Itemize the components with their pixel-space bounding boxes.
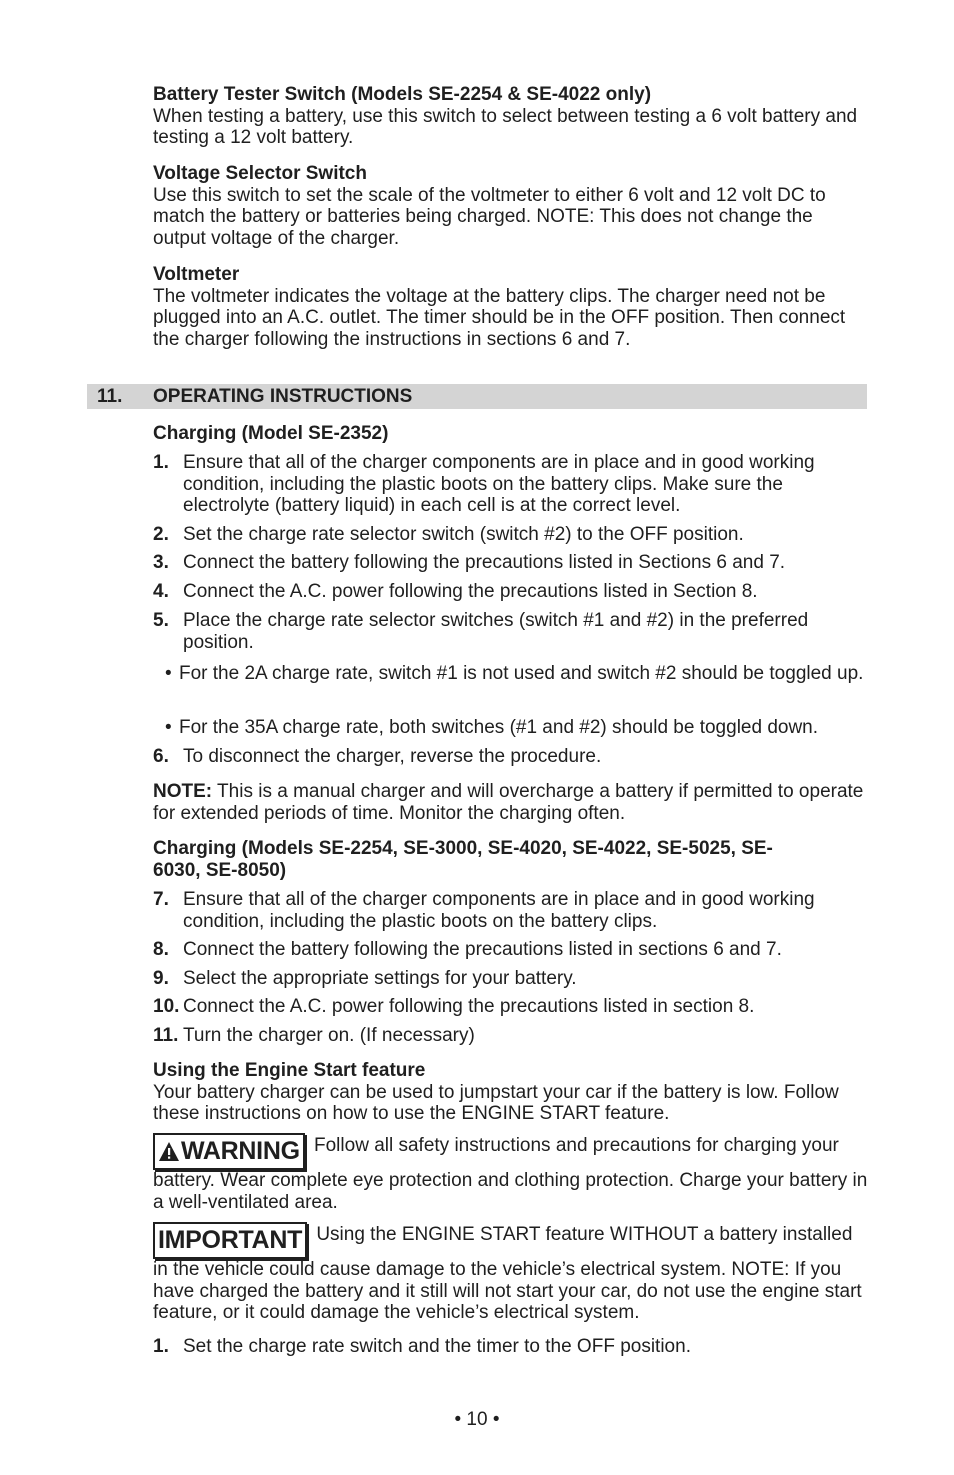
bullet-icon: •	[165, 717, 172, 738]
battery-tester-section	[153, 84, 868, 149]
list-item	[153, 524, 868, 546]
warning-label: WARNING	[181, 1137, 300, 1165]
list-item	[153, 889, 868, 932]
voltmeter-body: The voltmeter indicates the voltage at the battery clips. The charger need not be plugged into an A.C. outlet. The timer should be in the OFF position. Then connect the charger following the instructions in sections 6 and 7.	[153, 285, 846, 350]
charging-se2352-heading: Charging (Model SE-2352)	[153, 423, 389, 444]
step-text: Connect the battery following the precautions listed in sections 6 and 7.	[183, 939, 782, 960]
section-title: OPERATING INSTRUCTIONS	[153, 386, 413, 407]
bullet-icon: •	[165, 663, 172, 684]
voltage-selector-heading: Voltage Selector Switch	[153, 163, 367, 184]
voltage-selector-section	[153, 163, 868, 249]
important-label: IMPORTANT	[158, 1226, 303, 1254]
important-badge	[153, 1222, 307, 1259]
list-item	[153, 610, 868, 653]
important-notice	[153, 1222, 868, 1324]
list-item	[153, 1025, 868, 1047]
charging-multi-heading-wrap	[153, 838, 793, 881]
step-text: Connect the A.C. power following the precautions listed in section 8.	[183, 996, 755, 1017]
list-item	[153, 581, 868, 603]
warning-notice	[153, 1133, 868, 1213]
step-number: 6.	[153, 746, 169, 767]
list-item	[153, 552, 868, 574]
bullet-item	[165, 717, 870, 739]
battery-tester-heading: Battery Tester Switch (Models SE-2254 & SE-4022 only)	[153, 84, 652, 105]
important-text: Using the ENGINE START feature WITHOUT a battery installed in the vehicle could cause damage to the vehicle’s electrical system. NOTE: If you have charged the battery and it still will not start your car, do not use the engine start feature, or it could damage the vehicle’s electrical system.	[153, 1224, 862, 1323]
note-text: This is a manual charger and will overcharge a battery if permitted to operate for extended periods of time. Monitor the charging often.	[153, 781, 864, 824]
step-number: 1.	[153, 452, 169, 473]
page-number: • 10 •	[454, 1409, 500, 1430]
engine-start-body: Your battery charger can be used to jumpstart your car if the battery is low. Follow these instructions on how to use the ENGINE START feature.	[153, 1081, 839, 1124]
step-number: 2.	[153, 524, 169, 545]
charging-se2352-heading-wrap	[153, 423, 868, 445]
manual-charger-note	[153, 781, 868, 824]
step-text: Place the charge rate selector switches (switch #1 and #2) in the preferred position.	[183, 610, 809, 653]
section-number: 11.	[97, 386, 123, 407]
note-label: NOTE:	[153, 781, 213, 802]
battery-tester-body: When testing a battery, use this switch to select between testing a 6 volt battery and testing a 12 volt battery.	[153, 105, 858, 148]
step-number: 9.	[153, 968, 169, 989]
warning-badge	[153, 1133, 305, 1170]
engine-start-section	[153, 1060, 868, 1125]
step-number: 7.	[153, 889, 169, 910]
step-number: 5.	[153, 610, 169, 631]
step-text: Connect the battery following the precautions listed in Sections 6 and 7.	[183, 552, 786, 573]
bullet-text: For the 35A charge rate, both switches (#1 and #2) should be toggled down.	[179, 717, 819, 738]
warning-triangle-icon	[158, 1141, 180, 1162]
voltmeter-heading: Voltmeter	[153, 264, 240, 285]
engine-start-heading: Using the Engine Start feature	[153, 1060, 426, 1081]
step-number: 4.	[153, 581, 169, 602]
bullet-text: For the 2A charge rate, switch #1 is not used and switch #2 should be toggled up.	[179, 663, 864, 684]
voltage-selector-body: Use this switch to set the scale of the voltmeter to either 6 volt and 12 volt DC to match the battery or batteries being charged. NOTE: This does not change the output voltage of the charger.	[153, 184, 826, 249]
step-number: 3.	[153, 552, 169, 573]
step-text: Ensure that all of the charger components are in place and in good working condition, including the plastic boots on the battery clips.	[183, 889, 815, 932]
section-header-bar	[87, 384, 867, 409]
step-number: 11.	[153, 1025, 179, 1046]
list-item	[153, 968, 868, 990]
step-text: Select the appropriate settings for your battery.	[183, 968, 577, 989]
step-text: Turn the charger on. (If necessary)	[183, 1025, 475, 1046]
step-text: To disconnect the charger, reverse the procedure.	[183, 746, 602, 767]
list-item	[153, 746, 868, 768]
step-text: Set the charge rate selector switch (switch #2) to the OFF position.	[183, 524, 744, 545]
step-text: Set the charge rate switch and the timer to the OFF position.	[183, 1336, 691, 1357]
charging-multi-heading: Charging (Models SE-2254, SE-3000, SE-4020, SE-4022, SE-5025, SE-6030, SE-8050)	[153, 838, 773, 881]
voltmeter-section	[153, 264, 868, 350]
step-text: Ensure that all of the charger components are in place and in good working condition, including the plastic boots on the battery clips. Make sure the electrolyte (battery liquid) in each cell is at the correct level.	[183, 452, 815, 516]
bullet-item	[165, 663, 870, 685]
list-item	[153, 996, 868, 1018]
step-number: 10.	[153, 996, 180, 1017]
list-item	[153, 1336, 868, 1358]
list-item	[153, 452, 868, 517]
list-item	[153, 939, 868, 961]
warning-text: Follow all safety instructions and precautions for charging your battery. Wear complete eye protection and clothing protection. Charge your battery in a well-ventilated area.	[153, 1135, 868, 1213]
step-number: 1.	[153, 1336, 169, 1357]
step-text: Connect the A.C. power following the precautions listed in Section 8.	[183, 581, 758, 602]
step-number: 8.	[153, 939, 169, 960]
